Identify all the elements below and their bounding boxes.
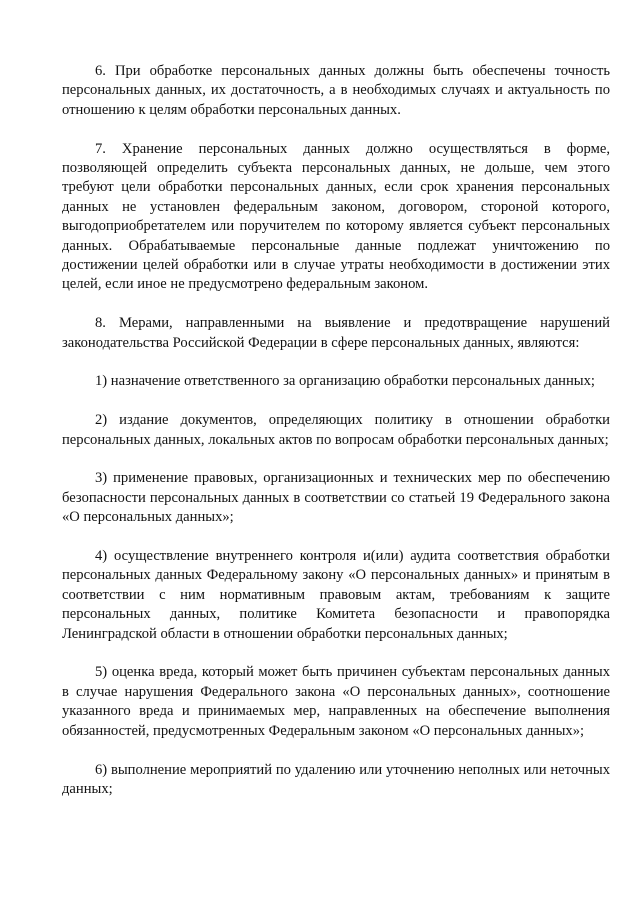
list-item-6: 6) выполнение мероприятий по удалению или уточнению неполных или неточных данных; (62, 761, 610, 797)
list-item-1: 1) назначение ответственного за организацию обработки персональных данных; (95, 373, 595, 390)
paragraph-8-measures: 8. Мерами, направленными на выявление и предотвращение нарушений законодательства Российской Федерации в сфере персональных данных, являются: (62, 315, 610, 351)
document-body (62, 62, 610, 819)
paragraph-7-storage: 7. Хранение персональных данных должно осуществляться в форме, позволяющей определить субъекта персональных данных, не дольше, чем этого требуют цели обработки персональных данных, если срок хранения персональных данных не установлен федеральным законом, договором, стороной которого, выгодоприобретателем или поручителем по которому является субъект персональных данных. Обрабатываемые персональные данные подлежат уничтожению по достижении целей обработки или в случае утраты необходимости в достижении этих целей, если иное не предусмотрено федеральным законом. (62, 140, 610, 293)
list-item-2: 2) издание документов, определяющих политику в отношении обработки персональных данных, локальных актов по вопросам обработки персональных данных; (62, 412, 610, 448)
list-item-3: 3) применение правовых, организационных и технических мер по обеспечению безопасности персональных данных в соответствии со статьей 19 Федерального закона «О персональных данных»; (62, 470, 610, 526)
list-item-5: 5) оценка вреда, который может быть причинен субъектам персональных данных в случае нарушения Федерального закона «О персональных данных», соотношение указанного вреда и принимаемых мер, направленных на обеспечение выполнения обязанностей, предусмотренных Федеральным законом «О персональных данных»; (62, 664, 610, 739)
list-item-4: 4) осуществление внутреннего контроля и(или) аудита соответствия обработки персональных данных Федеральному закону «О персональных данных» и принятым в соответствии с ним нормативным правовым актам, требованиям к защите персональных данных, политике Комитета безопасности и правопорядка Ленинградской области в отношении обработки персональных данных; (62, 548, 610, 642)
paragraph-6-accuracy: 6. При обработке персональных данных должны быть обеспечены точность персональных данных, их достаточность, а в необходимых случаях и актуальность по отношению к целям обработки персональных данных. (62, 63, 610, 118)
